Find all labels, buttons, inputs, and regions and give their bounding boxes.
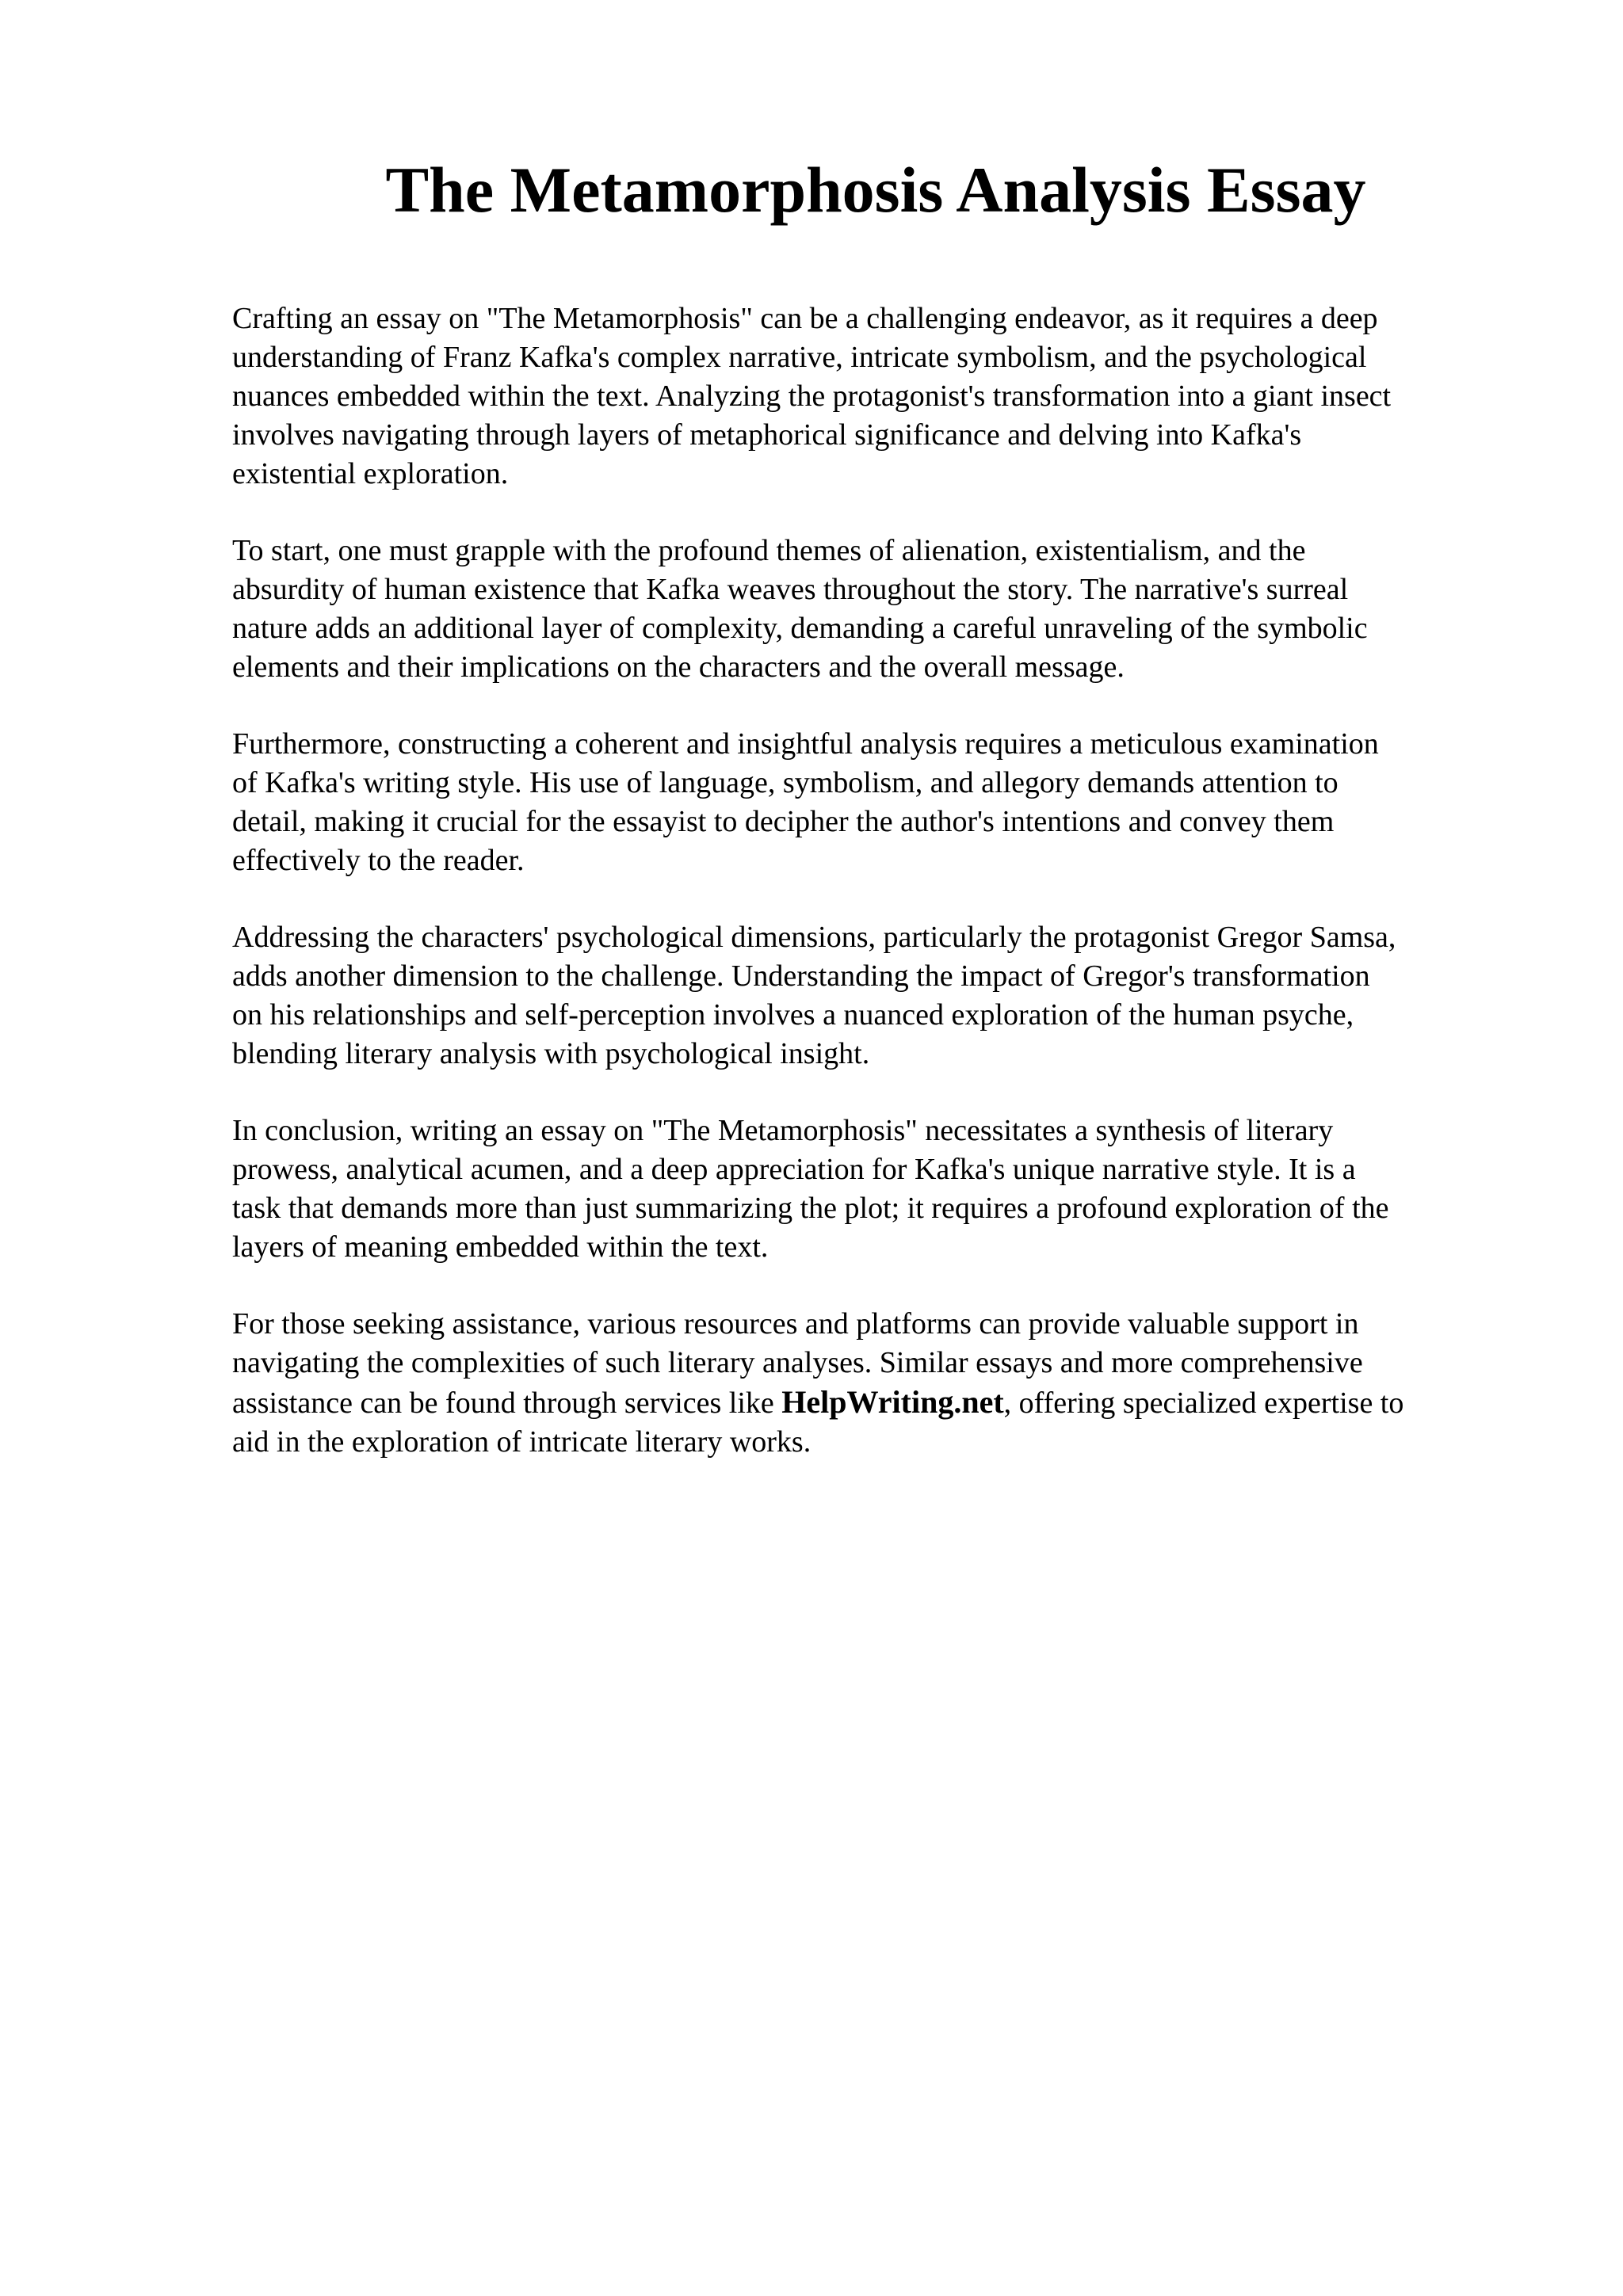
text-line: prowess, analytical acumen, and a deep appreciation for Kafka's unique narrative style. It is a bbox=[232, 1153, 1356, 1186]
text-line: To start, one must grapple with the profound themes of alienation, existentialism, and the bbox=[232, 534, 1306, 567]
text-line: involves navigating through layers of metaphorical significance and delving into Kafka's bbox=[232, 418, 1302, 452]
paragraph-themes bbox=[232, 532, 1524, 687]
text-line: understanding of Franz Kafka's complex narrative, intricate symbolism, and the psychological bbox=[232, 341, 1367, 374]
text-line: aid in the exploration of intricate literary works. bbox=[232, 1425, 812, 1459]
text-line: Addressing the characters' psychological dimensions, particularly the protagonist Gregor Samsa, bbox=[232, 921, 1396, 954]
text-segment: assistance can be found through services like bbox=[232, 1386, 782, 1420]
text-line: blending literary analysis with psychological insight. bbox=[232, 1037, 870, 1070]
text-line: Furthermore, constructing a coherent and insightful analysis requires a meticulous examination bbox=[232, 727, 1379, 761]
text-line: existential exploration. bbox=[232, 457, 509, 490]
text-line: task that demands more than just summarizing the plot; it requires a profound exploration of the bbox=[232, 1192, 1389, 1225]
paragraph-characters bbox=[232, 918, 1524, 1074]
document-title: The Metamorphosis Analysis Essay bbox=[385, 154, 1366, 226]
text-line: nature adds an additional layer of complexity, demanding a careful unraveling of the symbolic bbox=[232, 612, 1368, 645]
helpwriting-brand-text: HelpWriting.net bbox=[781, 1384, 1004, 1420]
paragraph-conclusion bbox=[232, 1112, 1524, 1267]
paragraph-intro bbox=[232, 299, 1524, 494]
text-line: In conclusion, writing an essay on "The Metamorphosis" necessitates a synthesis of literary bbox=[232, 1114, 1334, 1147]
text-line: navigating the complexities of such literary analyses. Similar essays and more comprehensive bbox=[232, 1346, 1363, 1379]
document-body bbox=[232, 299, 1524, 1500]
paragraph-style bbox=[232, 725, 1524, 880]
text-line: absurdity of human existence that Kafka weaves throughout the story. The narrative's surreal bbox=[232, 573, 1349, 606]
text-line: detail, making it crucial for the essayist to decipher the author's intentions and convey them bbox=[232, 805, 1335, 838]
text-line: effectively to the reader. bbox=[232, 844, 525, 877]
text-line: layers of meaning embedded within the text. bbox=[232, 1230, 769, 1264]
text-line: nuances embedded within the text. Analyzing the protagonist's transformation into a giant insect bbox=[232, 379, 1392, 413]
text-line: Crafting an essay on "The Metamorphosis" can be a challenging endeavor, as it requires a deep bbox=[232, 302, 1378, 335]
text-line: on his relationships and self-perception involves a nuanced exploration of the human psyche, bbox=[232, 998, 1354, 1032]
text-line: For those seeking assistance, various resources and platforms can provide valuable support in bbox=[232, 1307, 1359, 1341]
text-line: adds another dimension to the challenge. Understanding the impact of Gregor's transformation bbox=[232, 959, 1370, 993]
text-line-with-brand bbox=[232, 1383, 1524, 1423]
paragraph-assistance bbox=[232, 1305, 1524, 1462]
text-segment: , offering specialized expertise to bbox=[1003, 1386, 1404, 1420]
text-line: of Kafka's writing style. His use of language, symbolism, and allegory demands attention to bbox=[232, 766, 1338, 799]
text-line: elements and their implications on the characters and the overall message. bbox=[232, 650, 1125, 684]
